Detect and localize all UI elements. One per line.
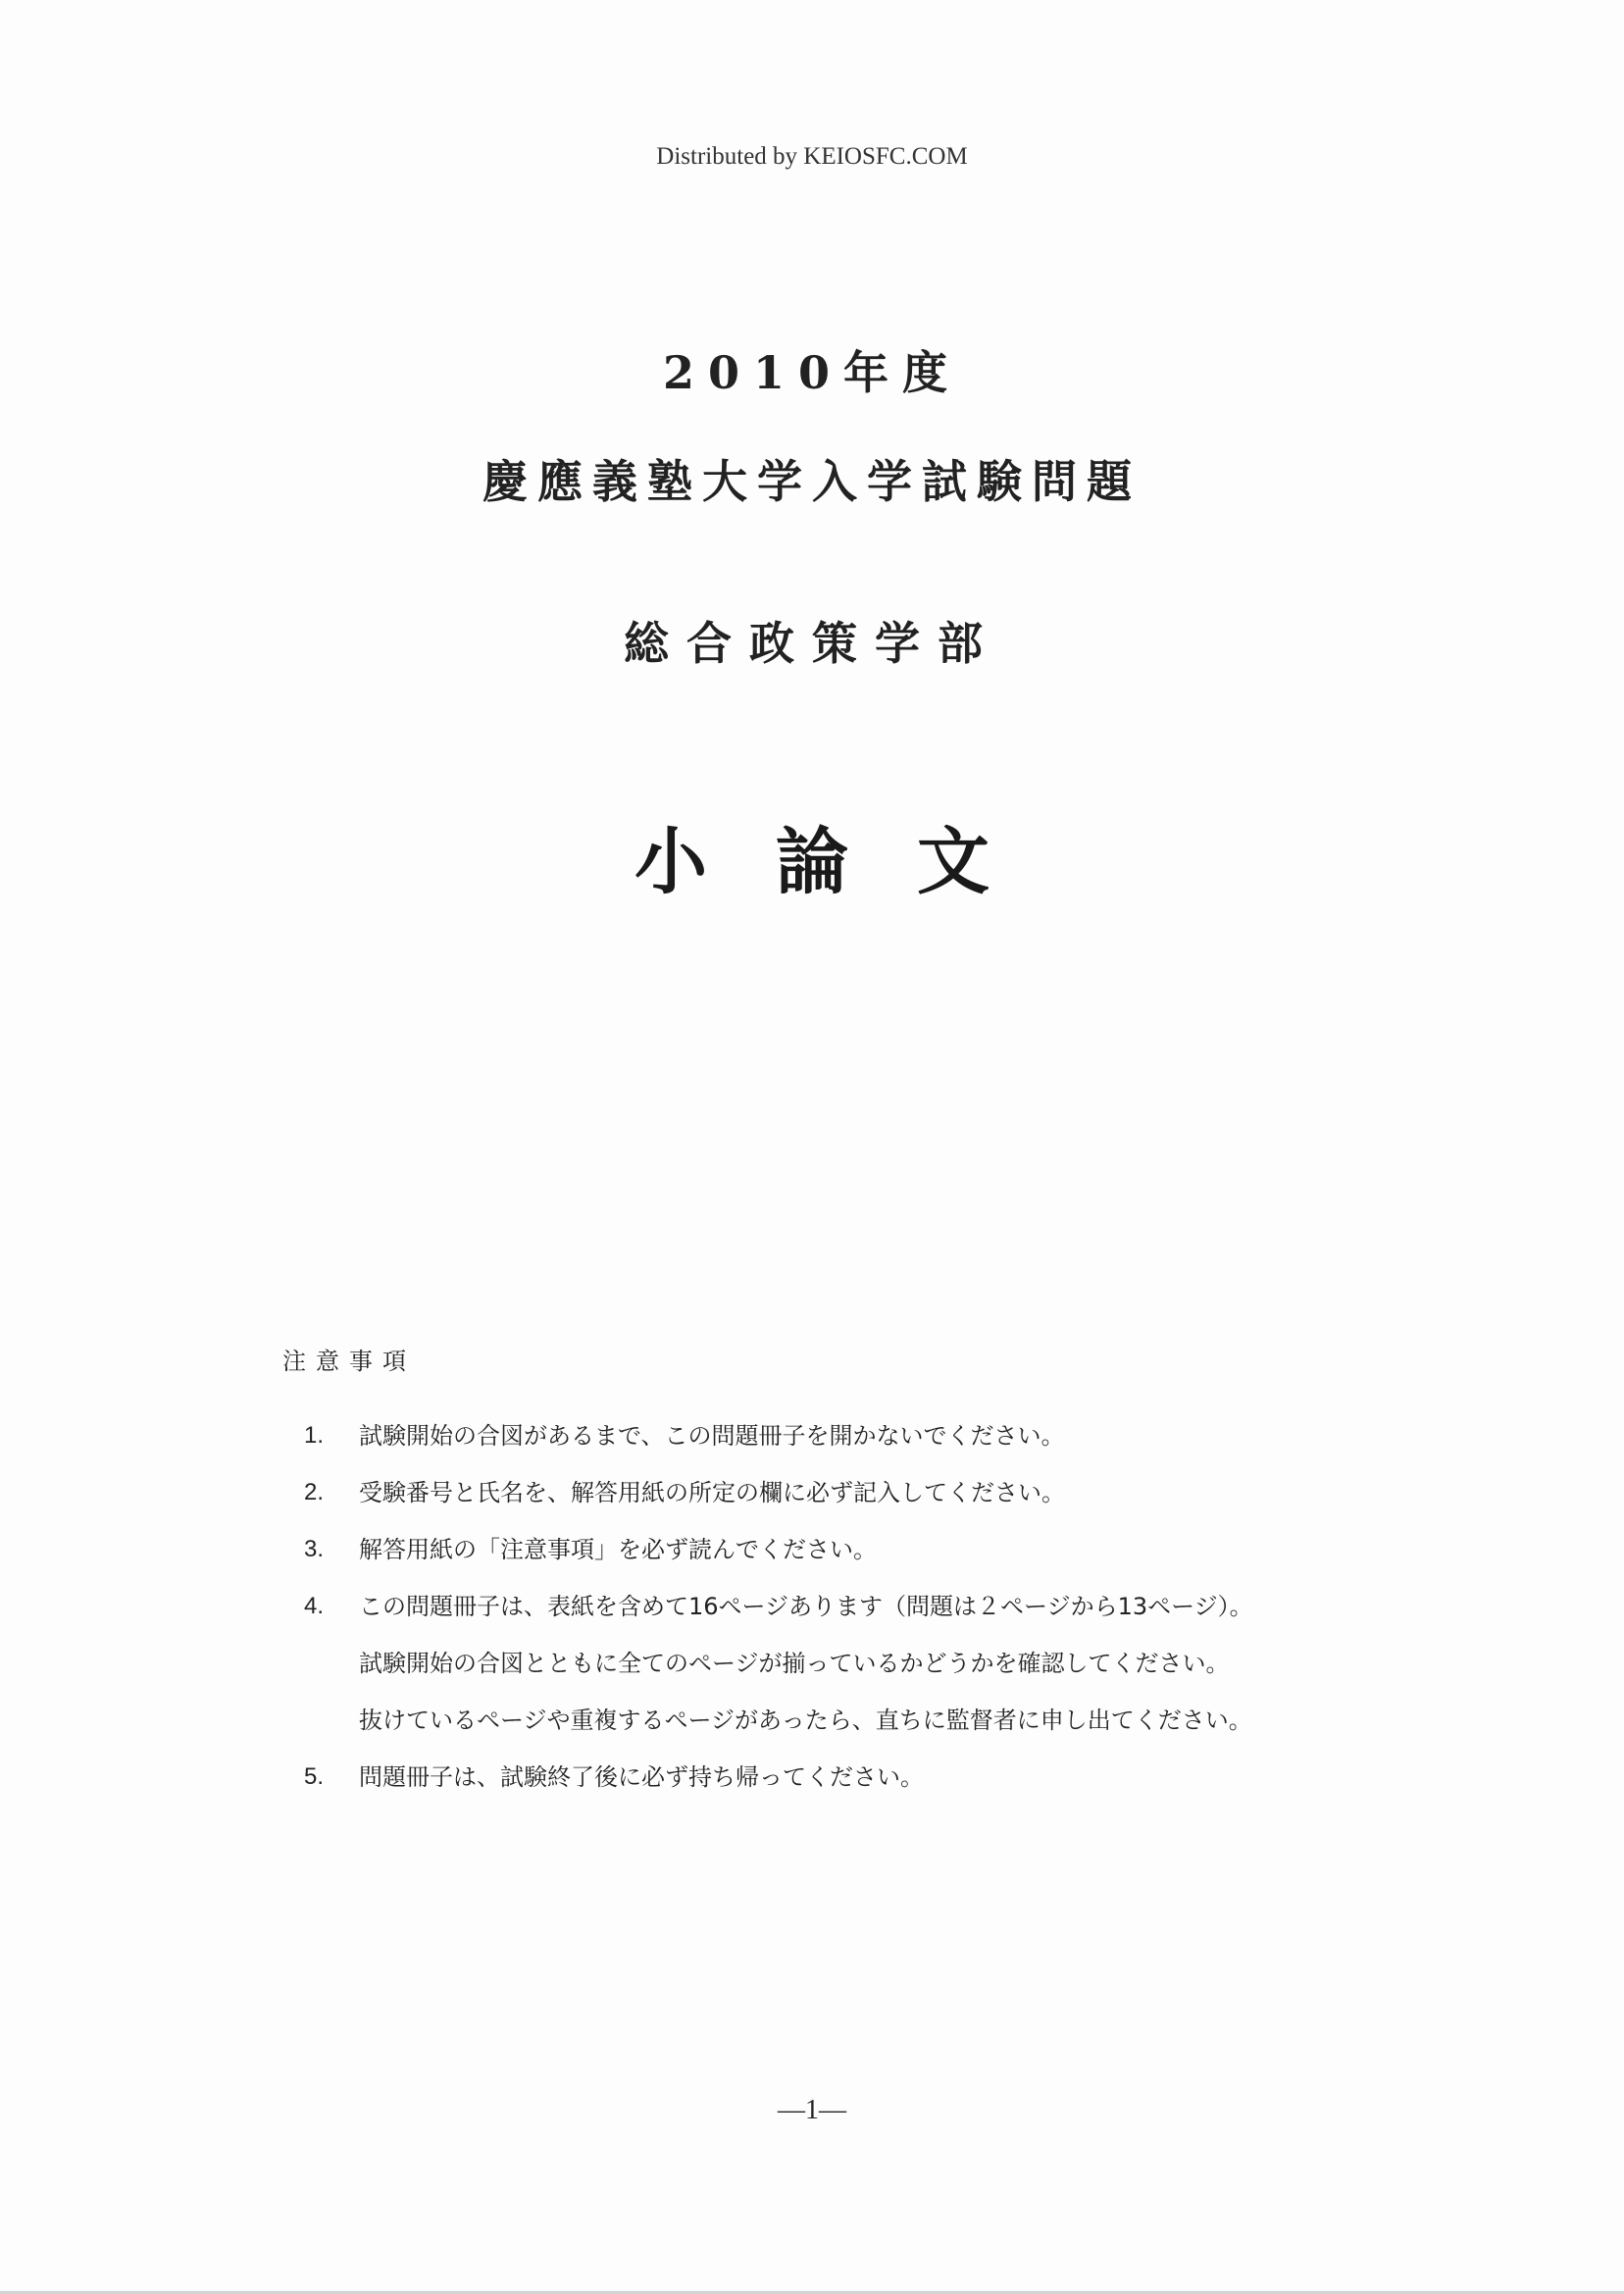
page-number: —1— [778, 2095, 846, 2125]
note-line: 試験開始の合図があるまで、この問題冊子を開かないでください。 [359, 1422, 1065, 1450]
note-item-5 [282, 1749, 1381, 1806]
exam-year: 2010年度 [662, 346, 962, 399]
notes-heading: 注意事項 [282, 1348, 416, 1375]
note-text [359, 1407, 1381, 1464]
note-text [359, 1521, 1381, 1578]
note-text [359, 1749, 1381, 1806]
subject-title: 小論文 [634, 820, 1058, 904]
note-line: 受験番号と氏名を、解答用紙の所定の欄に必ず記入してください。 [359, 1479, 1065, 1506]
note-line: この問題冊子は、表紙を含めて16ページあります（問題は２ページから13ページ）。 [359, 1593, 1253, 1620]
exam-title: 慶應義塾大学入学試験問題 [482, 455, 1142, 508]
note-number: 1. [304, 1422, 325, 1449]
note-item-2 [282, 1464, 1381, 1521]
note-number: 3. [304, 1536, 325, 1562]
note-line: 問題冊子は、試験終了後に必ず持ち帰ってください。 [359, 1763, 924, 1791]
note-number: 2. [304, 1479, 325, 1505]
note-line: 抜けているページや重複するページがあったら、直ちに監督者に申し出てください。 [359, 1707, 1252, 1734]
faculty-name: 総合政策学部 [624, 617, 1000, 670]
notes-section [282, 1342, 1381, 1806]
distributed-by-line: Distributed by KEIOSFC.COM [656, 143, 968, 170]
note-number: 4. [304, 1593, 325, 1619]
note-text [359, 1578, 1381, 1749]
note-line: 試験開始の合図とともに全てのページが揃っているかどうかを確認してください。 [359, 1650, 1230, 1677]
note-item-1 [282, 1407, 1381, 1464]
note-text [359, 1464, 1381, 1521]
note-item-4 [282, 1578, 1381, 1749]
note-number: 5. [304, 1763, 325, 1790]
note-line: 解答用紙の「注意事項」を必ず読んでください。 [359, 1536, 877, 1563]
note-item-3 [282, 1521, 1381, 1578]
